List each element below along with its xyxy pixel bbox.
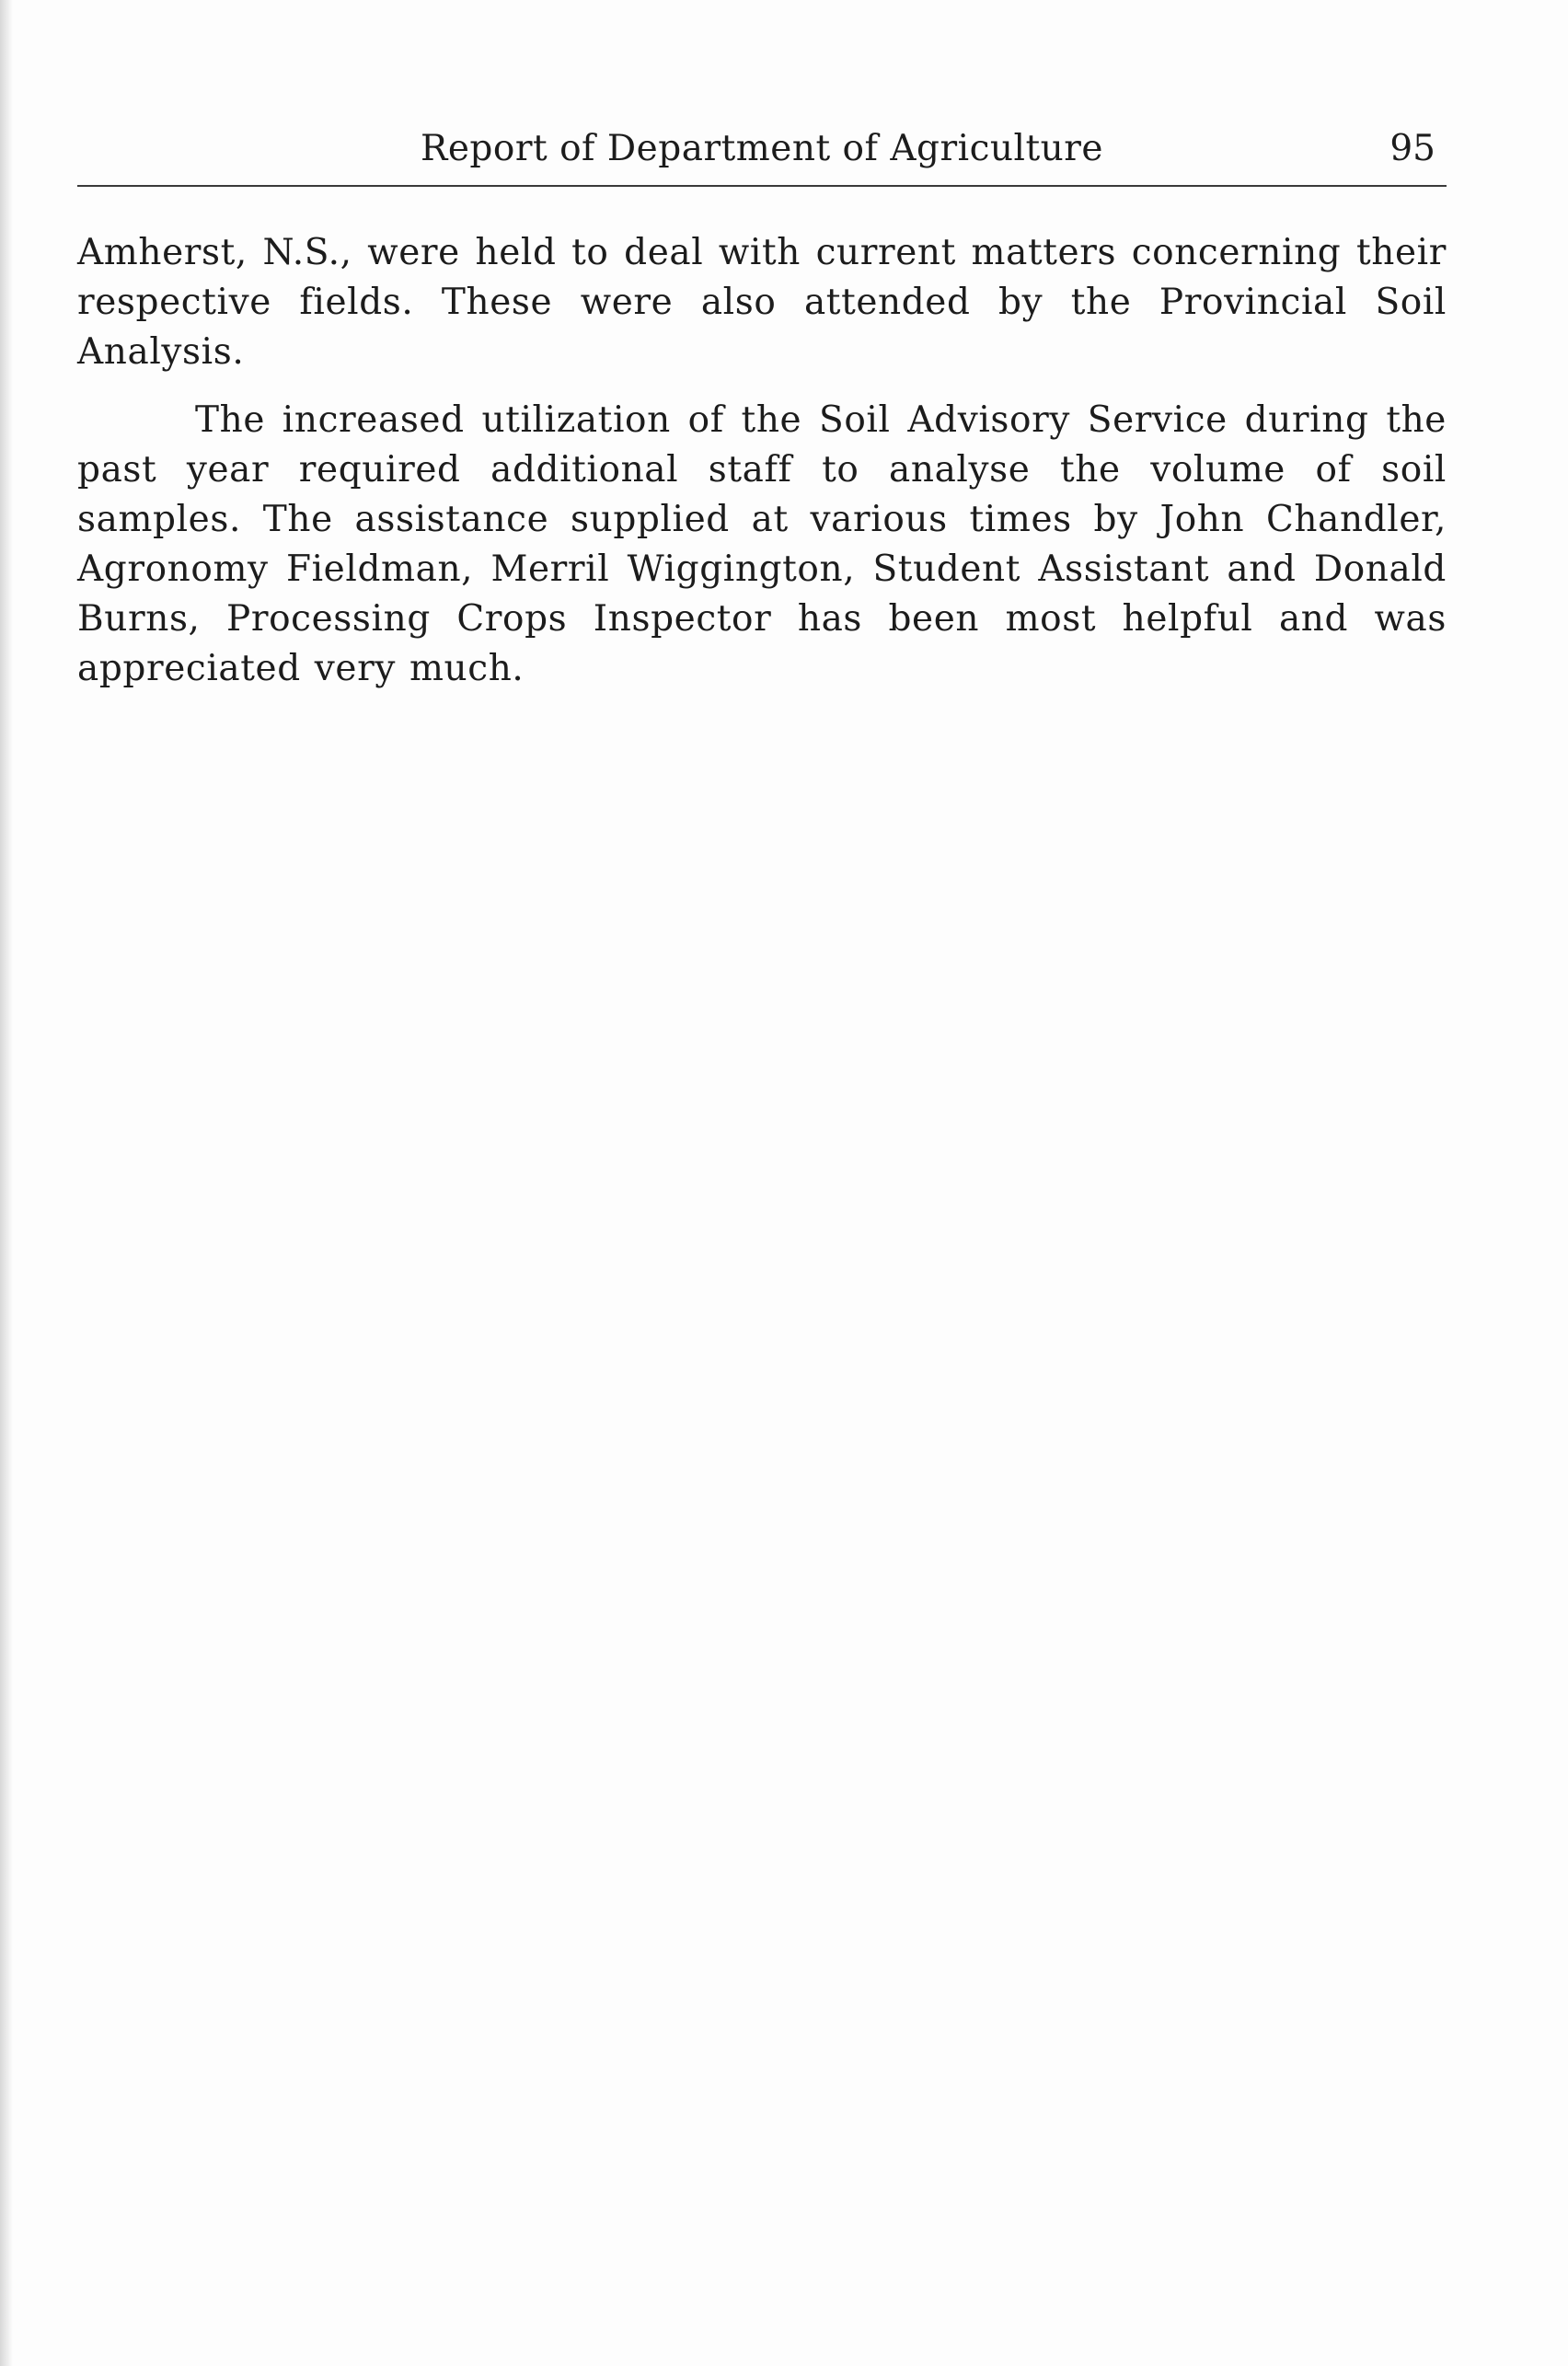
body-text (77, 228, 1447, 694)
paragraph-soil-advisory: The increased utilization of the Soil Advisory Service during the past year required additional staff to analyse the volume of soil samples. The assistance supplied at various times by John Chandler, Agronomy Fieldman, Merril Wiggington, Student Assistant and Donald Burns, Processing Crops Inspector has been most helpful and was appreciated very much. (77, 399, 1447, 689)
running-title: Report of Department of Agriculture (420, 128, 1104, 169)
page-edge-shadow (0, 0, 13, 2366)
header-rule (77, 185, 1447, 187)
running-head (77, 121, 1447, 177)
page-number: 95 (1389, 128, 1435, 169)
paragraph-continued: Amherst, N.S., were held to deal with current matters concerning their respective fields. These were also attended by the Provincial Soil Analysis. (77, 232, 1447, 373)
